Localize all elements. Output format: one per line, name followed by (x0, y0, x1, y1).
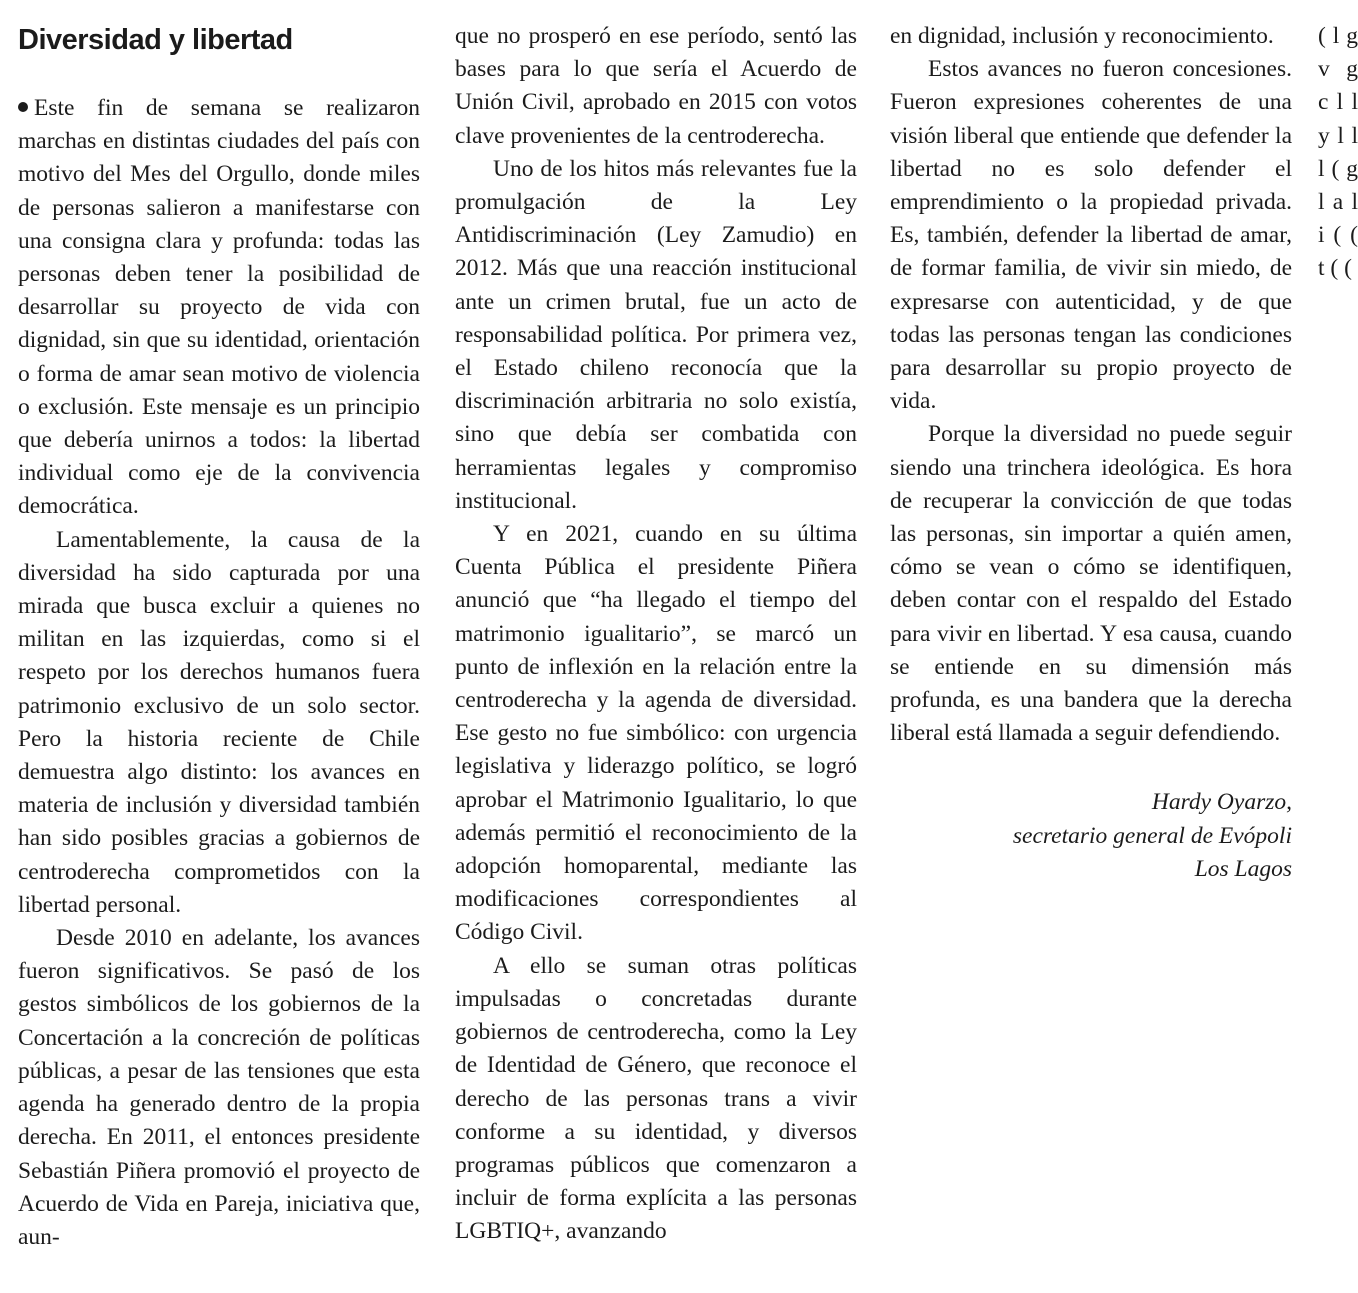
author-region: Los Lagos (1194, 855, 1292, 882)
paragraph-3-continued: que no prosperó en ese período, sentó las bases para lo que sería el Acuerdo de Unión Civil, aprobado en 2015 con votos clave provenientes de la centroderecha. (455, 23, 857, 149)
paragraph-6: A ello se suman otras políticas impulsadas o concretadas durante gobiernos de centroderecha, como la Ley de Identidad de Género, que reconoce el derecho de las personas trans a vivir conforme a su identidad, y diversos programas públicos que comenzaron a incluir de forma explícita a las personas LGBTIQ+, avanzando (455, 952, 857, 1245)
adjacent-article-fragment: ( l g v g c l l y l l l ( g l a l i ( ( t ( ( (1318, 23, 1358, 282)
paragraph-3: Desde 2010 en adelante, los avances fueron significativos. Se pasó de los gestos simbólicos de los gobiernos de la Concertación a la concreción de políticas públicas, a pesar de las tensiones que esta agenda ha generado dentro de la propia derecha. En 2011, el entonces presidente Sebastián Piñera promovió el proyecto de Acuerdo de Vida en Pareja, iniciativa que, aun- (18, 925, 420, 1250)
bullet-icon (18, 102, 28, 112)
paragraph-2: Lamentablemente, la causa de la diversidad ha sido capturada por una mirada que busca excluir a quienes no militan en las izquierdas, como si el respeto por los derechos humanos fuera patrimonio exclusivo de un solo sector. Pero la historia reciente de Chile demuestra algo distinto: los avances en materia de inclusión y diversidad también han sido posibles gracias a gobiernos de centroderecha comprometidos con la libertad personal. (18, 526, 420, 918)
paragraph-5: Y en 2021, cuando en su última Cuenta Pública el presidente Piñera anunció que “ha llegado el tiempo del matrimonio igualitario”, se marcó un punto de inflexión en la relación entre la centroderecha y la agenda de diversidad. Ese gesto no fue simbólico: con urgencia legislativa y liderazgo político, se logró aprobar el Matrimonio Igualitario, lo que además permitió el reconocimiento de la adopción homoparental, mediante las modificaciones correspondientes al Código Civil. (455, 521, 857, 946)
paragraph-6-continued: en dignidad, inclusión y reconocimiento. (890, 23, 1274, 49)
article-column-2 (455, 20, 857, 1249)
paragraph-4: Uno de los hitos más relevantes fue la promulgación de la Ley Antidiscriminación (Ley Zamudio) en 2012. Más que una reacción institucional ante un crimen brutal, fue un acto de responsabilidad política. Por primera vez, el Estado chileno reconocía que la discriminación arbitraria no solo existía, sino que debía ser combatida con herramientas legales y compromiso institucional. (455, 155, 857, 514)
author-signature (890, 786, 1292, 886)
author-role: secretario general de Evópoli (1012, 822, 1292, 849)
paragraph-1-text: Este fin de semana se realizaron marchas en distintas ciudades del país con motivo del Mes del Orgullo, donde miles de personas salieron a manifestarse con una consigna clara y profunda: todas las personas deben tener la posibilidad de desarrollar su proyecto de vida con dignidad, sin que su identidad, orientación o forma de amar sean motivo de violencia o exclusión. Este mensaje es un principio que debería unirnos a todos: la libertad individual como eje de la convivencia democrática. (18, 95, 420, 520)
article-column-1 (18, 20, 420, 1254)
paragraph-7: Estos avances no fueron concesiones. Fueron expresiones coherentes de una visión liberal que entiende que defender la libertad no es solo defender el emprendimiento o la propiedad privada. Es, también, defender la libertad de amar, de formar familia, de vivir sin miedo, de expresarse con autenticidad, y de que todas las personas tengan las condiciones para desarrollar su propio proyecto de vida. (890, 56, 1292, 415)
article-headline: Diversidad y libertad (18, 24, 293, 56)
author-name: Hardy Oyarzo, (1151, 789, 1292, 816)
paragraph-1 (18, 92, 420, 524)
article-column-3 (890, 20, 1292, 886)
paragraph-8: Porque la diversidad no puede seguir siendo una trinchera ideológica. Es hora de recuperar la convicción de que todas las personas, sin importar a quién amen, cómo se vean o cómo se identifiquen, deben contar con el respaldo del Estado para vivir en libertad. Y esa causa, cuando se entiende en su dimensión más profunda, es una bandera que la derecha liberal está llamada a seguir defendiendo. (890, 421, 1292, 747)
